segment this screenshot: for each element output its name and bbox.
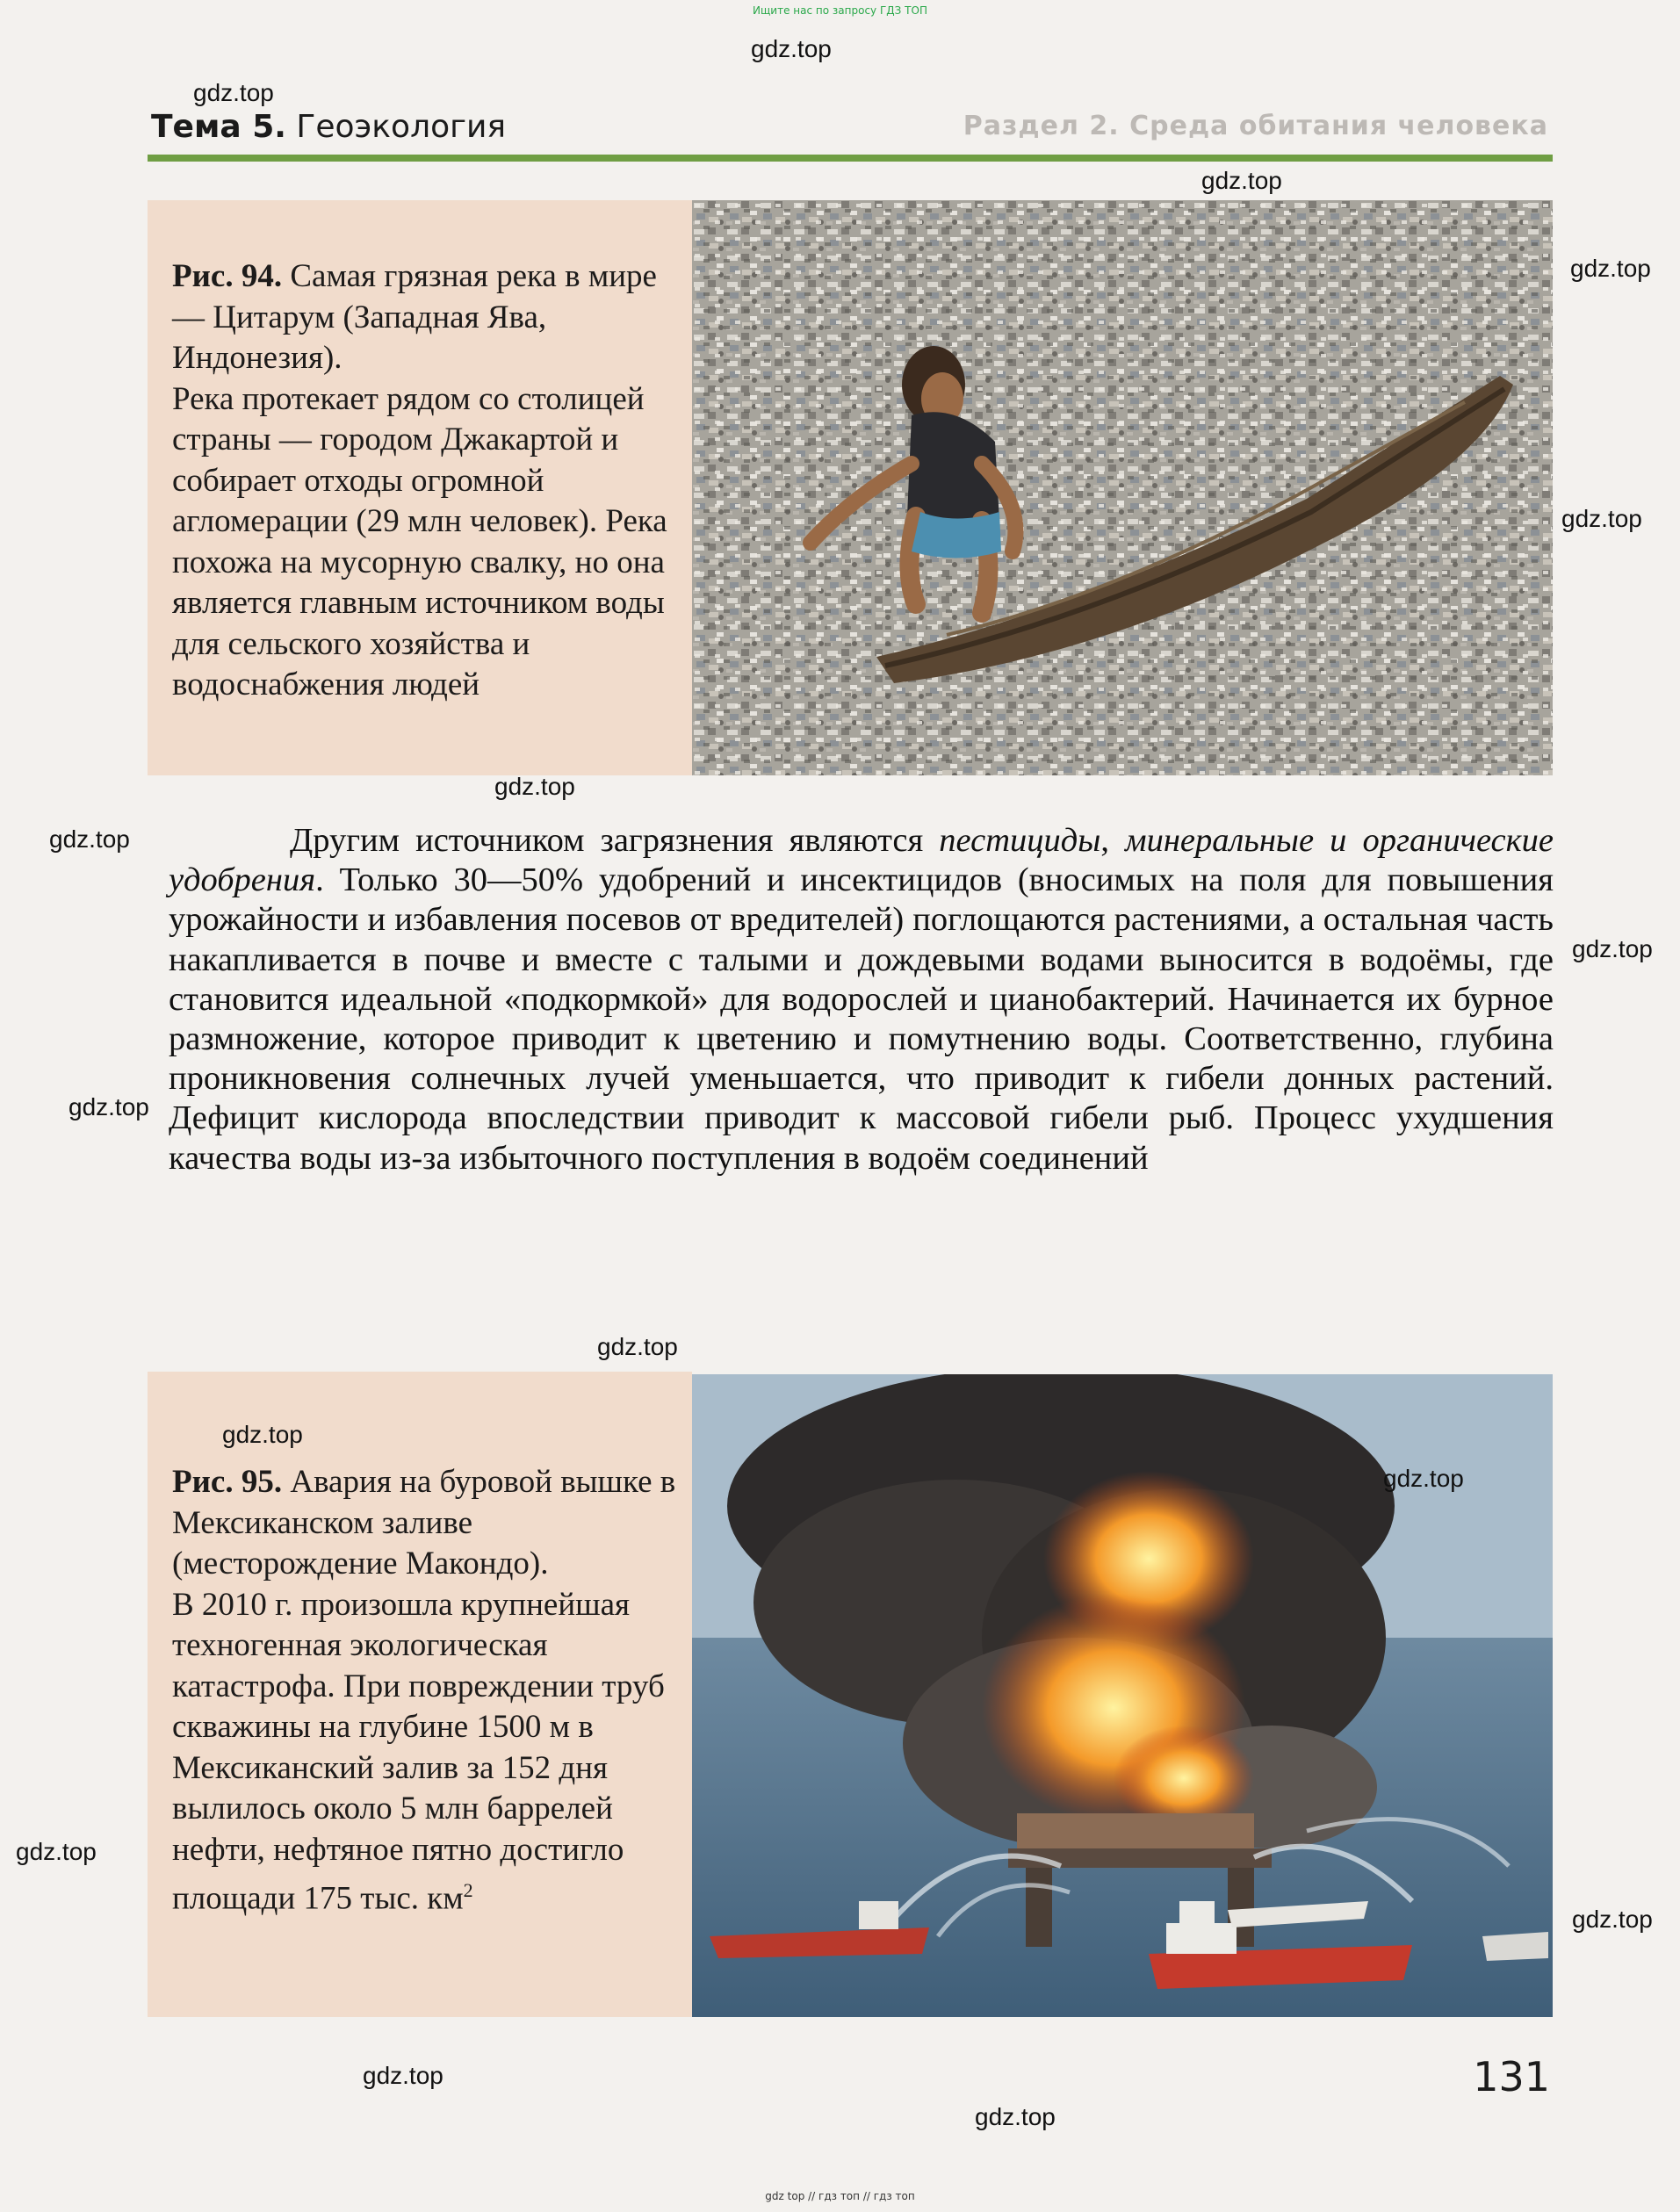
watermark: gdz.top [1572,935,1653,962]
watermark: gdz.top [222,1421,303,1448]
figure-94-title: Самая грязная река в мире — Цитарум (Западная Ява, Индонезия). [172,258,657,376]
figure-95-title: Авария на буровой вышке в Мексиканском заливе (месторождение Макондо). [172,1464,676,1582]
section-heading-faded: Раздел 2. Среда обитания человека [963,111,1548,141]
paragraph-text-3: . Только 30—50% удобрений и инсектицидов (вносимых на поля для повышения урожайности и избавления посевов от вредителей) поглощаются растениями, а остальная часть накапливается в почве и вместе с талыми и дождевыми водами выносится в водоёмы, где становится идеальной «подкормкой» для водорослей и цианобактерий. Начинается их бурное размножение, которое приводит к цветению и помутнению воды. Соответственно, глубина проникновения солнечных лучей уменьшается, что приводит к гибели донных растений. Дефицит кислорода впоследствии приводит к массовой гибели рыб. Процесс ухудшения качества воды из-за избыточного поступления в водоём соединений [169,861,1554,1177]
figure-95-label: Рис. 95. [172,1464,283,1500]
figure-94-description: Река протекает рядом со столицей страны — городом Джакартой и собирает отходы огромной агломерации (29 млн человек). Река похожа на мусорную свалку, но она является главным источником воды для сельского хозяйства и водоснабжения людей [172,380,667,703]
figure-95-superscript: 2 [463,1879,473,1901]
watermark: gdz.top [975,2103,1056,2130]
watermark: gdz.top [1201,167,1282,194]
watermark: gdz.top [1572,1906,1653,1933]
watermark: gdz.top [363,2062,443,2089]
footer-note: gdz top // гдз топ // гдз топ [765,2190,915,2202]
watermark: gdz.top [49,825,130,853]
figure-94-caption [172,256,690,706]
figure-95-description: В 2010 г. произошла крупнейшая техногенная экологическая катастрофа. При повреждении труб скважины на глубине 1500 м в Мексиканский залив за 152 дня вылилось около 5 млн баррелей нефти, нефтяное пятно достигло площади 175 тыс. км [172,1586,665,1917]
watermark: gdz.top [1570,255,1651,282]
watermark: gdz.top [16,1838,97,1865]
paragraph-emphasis-pesticides: пестициды [939,822,1101,859]
figure-94-label: Рис. 94. [172,258,283,294]
theme-title: Геоэкология [296,109,507,145]
top-search-note: Ищите нас по запросу ГДЗ ТОП [753,4,927,17]
watermark: gdz.top [494,773,575,800]
watermark: gdz.top [193,79,274,106]
figure-94-photo-river-trash [692,200,1553,775]
main-paragraph [169,821,1554,1178]
watermark: gdz.top [597,1333,678,1360]
watermark: gdz.top [1561,505,1642,532]
header-divider [148,155,1553,162]
theme-heading [151,109,506,145]
watermark: gdz.top [68,1093,149,1120]
paragraph-text-2: , [1100,822,1126,859]
figure-95-caption [172,1462,690,1920]
paragraph-text-1: Другим источником загрязнения являются [290,822,940,859]
paragraph-emphasis-fertilizers: минеральные и органические удобрения [169,822,1554,899]
page-number: 131 [1473,2053,1550,2100]
watermark: gdz.top [751,35,832,62]
watermark: gdz.top [1383,1465,1464,1492]
theme-label: Тема 5. [151,109,286,145]
